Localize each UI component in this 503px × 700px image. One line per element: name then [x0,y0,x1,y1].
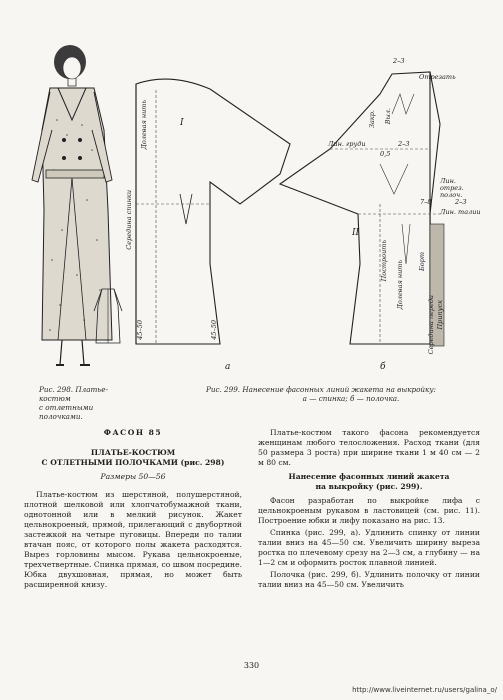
label-seredina-spinki: Середина спинки [125,190,133,250]
fig299-caption-parts: а — спинка; б — полочка. [302,394,400,403]
label-lin-grudi: Лин. груди [328,140,366,148]
fig298-caption [39,385,139,421]
left-column [24,428,242,592]
fason-sizes: Размеры 50—56 [100,472,166,481]
label-doleva-niti-left: Долевая нить [140,100,148,150]
label-7-8: 7–8 [420,198,432,206]
fason-subtitle-1: ПЛАТЬЕ-КОСТЮМ [90,448,176,457]
label-postroit: Построить [380,240,388,282]
fig299-caption [206,385,496,403]
right-paragraph-1: Платье-костюм такого фасона рекомендуется женщинам любого телосложения. Расход ткани (для 50 размера 3 роста) при ширине ткани 1 м 40 см — 2 м 80 см. [258,428,480,467]
panel-b-label: б [380,362,386,372]
fason-heading: ФАСОН 85 [103,428,163,437]
right-paragraph-3: Спинка (рис. 299, а). Удлинить спинку от линии талии вниз на 45—50 см. Увеличить ширину выреза ростка по плечевому срезу на 2—3 см, а глубину — на 1—2 см и оформить росток плавной линией. [258,528,480,567]
label-doleva-niti-b: Долевая нить [396,260,404,310]
label-45-50-a-right: 45–50 [210,320,218,340]
label-lin-talii: Лин. талии [440,208,481,216]
right-column [258,428,480,592]
right-paragraph-4: Полочка (рис. 299, б). Удлинить полочку от линии талии вниз на 45—50 см. Увеличить [258,570,480,589]
fig298-caption-line1: Рис. 298. Платье-костюм [39,385,108,403]
label-zakr: Закр. [368,110,376,129]
footer-url: http://www.liveinternet.ru/users/galina_o/ [352,686,497,694]
label-0-5: 0,5 [380,150,391,158]
label-otrez: Отрезать [419,73,456,81]
right-heading-line2: на выкройку (рис. 299). [315,482,423,491]
label-roman-I: I [180,118,184,128]
fig298-caption-line2: с отлетными полочками. [39,403,94,421]
fig299-caption-line1: Рис. 299. Нанесение фасонных линий жакета на выкройку: [206,385,436,394]
label-pripusk: Припуск [436,300,444,330]
label-seredina-pered: Середина переда [427,295,435,355]
fason-description: Платье-костюм из шерстяной, полушерстяной, плотной шелковой или хлопчатобумажной ткани, однотонной или в мелкий рисунок. Жакет цельнокроеный, прямой, прилегающий с двубортной застежкой на четыре пуговицы. Впереди по талии втачан пояс, от которого полы жакета расходятся. Вырез горловины мысом. Рукава цельнокроеные, трехчетвертные. Спинка прямая, со швом посредине. Юбка двухшовная, прямая, но может быть расширенной книзу. [24,490,242,589]
fason-subtitle-2: С ОТЛЕТНЫМИ ПОЛОЧКАМИ (рис. 298) [41,458,225,467]
label-bort: Борт [418,252,426,272]
panel-a-label: а [225,362,231,372]
label-lin-otrez: Лин. отрез. полоч. [440,177,464,199]
right-heading-line1: Нанесение фасонных линий жакета [288,472,450,481]
label-2-3-c: 2–3 [455,198,467,206]
page-number: 330 [243,661,260,670]
label-vy-la: Выл. [384,108,392,125]
right-paragraph-2: Фасон разработан по выкройке лифа с цельнокроеным рукавом в ластовицей (см. рис. 11). Построение юбки и лифу показано на рис. 13. [258,496,480,525]
label-2-3-top: 2–3 [393,57,405,65]
label-roman-II: II [352,228,360,238]
label-2-3-b: 2–3 [398,140,410,148]
label-45-50-a-left: 45–50 [136,320,144,340]
